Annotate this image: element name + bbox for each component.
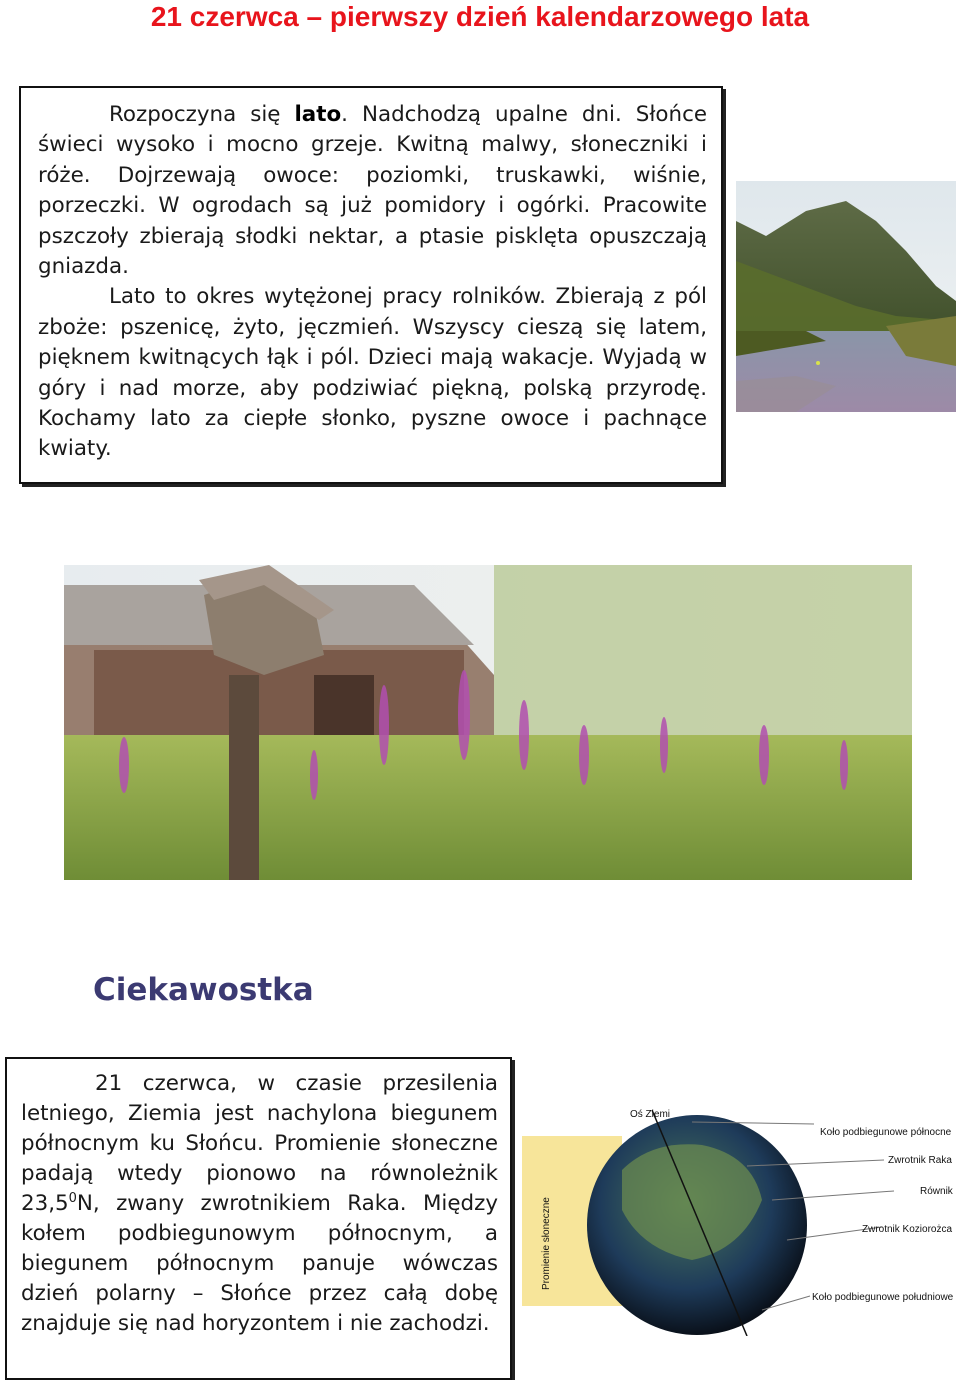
ciekawostka-heading: Ciekawostka bbox=[93, 972, 314, 1008]
antarctic-circle-label: Koło podbiegunowe południowe bbox=[812, 1292, 954, 1303]
tropic-cancer-label: Zwrotnik Raka bbox=[888, 1155, 952, 1166]
emphasized-word: lato bbox=[294, 102, 342, 127]
ciekawostka-text bbox=[21, 1069, 498, 1339]
arctic-circle-label: Koło podbiegunowe północne bbox=[820, 1127, 952, 1138]
meadow-birdhouse-photo bbox=[64, 565, 912, 880]
mountain-lake-photo bbox=[736, 181, 956, 412]
intro-text bbox=[38, 100, 707, 465]
ciekawostka-paragraph: 21 czerwca, w czasie przesilenia letniego, Ziemia jest nachylona biegunem północnym ku Słońcu. Promienie słoneczne padają wtedy pionowo na równoleżnik 23,5$^0$N, zwany zwrotnikiem Raka. Między kołem podbiegunowym północnym, a biegunem północnym panuje wówczas dzień polarny – Słońce przez całą dobę znajduje się nad horyzontem i nie zachodzi. bbox=[21, 1071, 498, 1336]
equator-label: Równik bbox=[920, 1186, 953, 1197]
rays-label: Promienie słoneczne bbox=[541, 1197, 552, 1290]
tropic-capricorn-label: Zwrotnik Koziorożca bbox=[862, 1224, 953, 1235]
intro-paragraph-1: Rozpoczyna się lato. Nadchodzą upalne dni. Słońce świeci wysoko i mocno grzeje. Kwitną malwy, słoneczniki i róże. Dojrzewają owoce: poziomki, truskawki, wiśnie, porzeczki. W ogrodach są już pomidory i ogórki. Pracowite pszczoły zbierają słodki nektar, a ptasie pisklęta opuszczają gniazda. bbox=[38, 102, 707, 280]
degree-superscript: 0 bbox=[68, 1191, 77, 1206]
intro-text-box bbox=[19, 86, 723, 484]
page-title: 21 czerwca – pierwszy dzień kalendarzowego lata bbox=[150, 1, 810, 32]
earth-solstice-diagram bbox=[522, 1100, 956, 1336]
intro-paragraph-2: Lato to okres wytężonej pracy rolników. Zbierają z pól zboże: pszenicę, żyto, jęczmień. Wszyscy cieszą się latem, pięknem kwitnących łąk i pól. Dzieci mają wakacje. Wyjadą w góry i nad morze, aby podziwiać piękną, polską przyrodę. Kochamy lato za ciepłe słonko, pyszne owoce i pachnące kwiaty. bbox=[38, 284, 707, 462]
axis-label: Oś Ziemi bbox=[630, 1109, 670, 1120]
ciekawostka-text-box bbox=[5, 1057, 512, 1380]
